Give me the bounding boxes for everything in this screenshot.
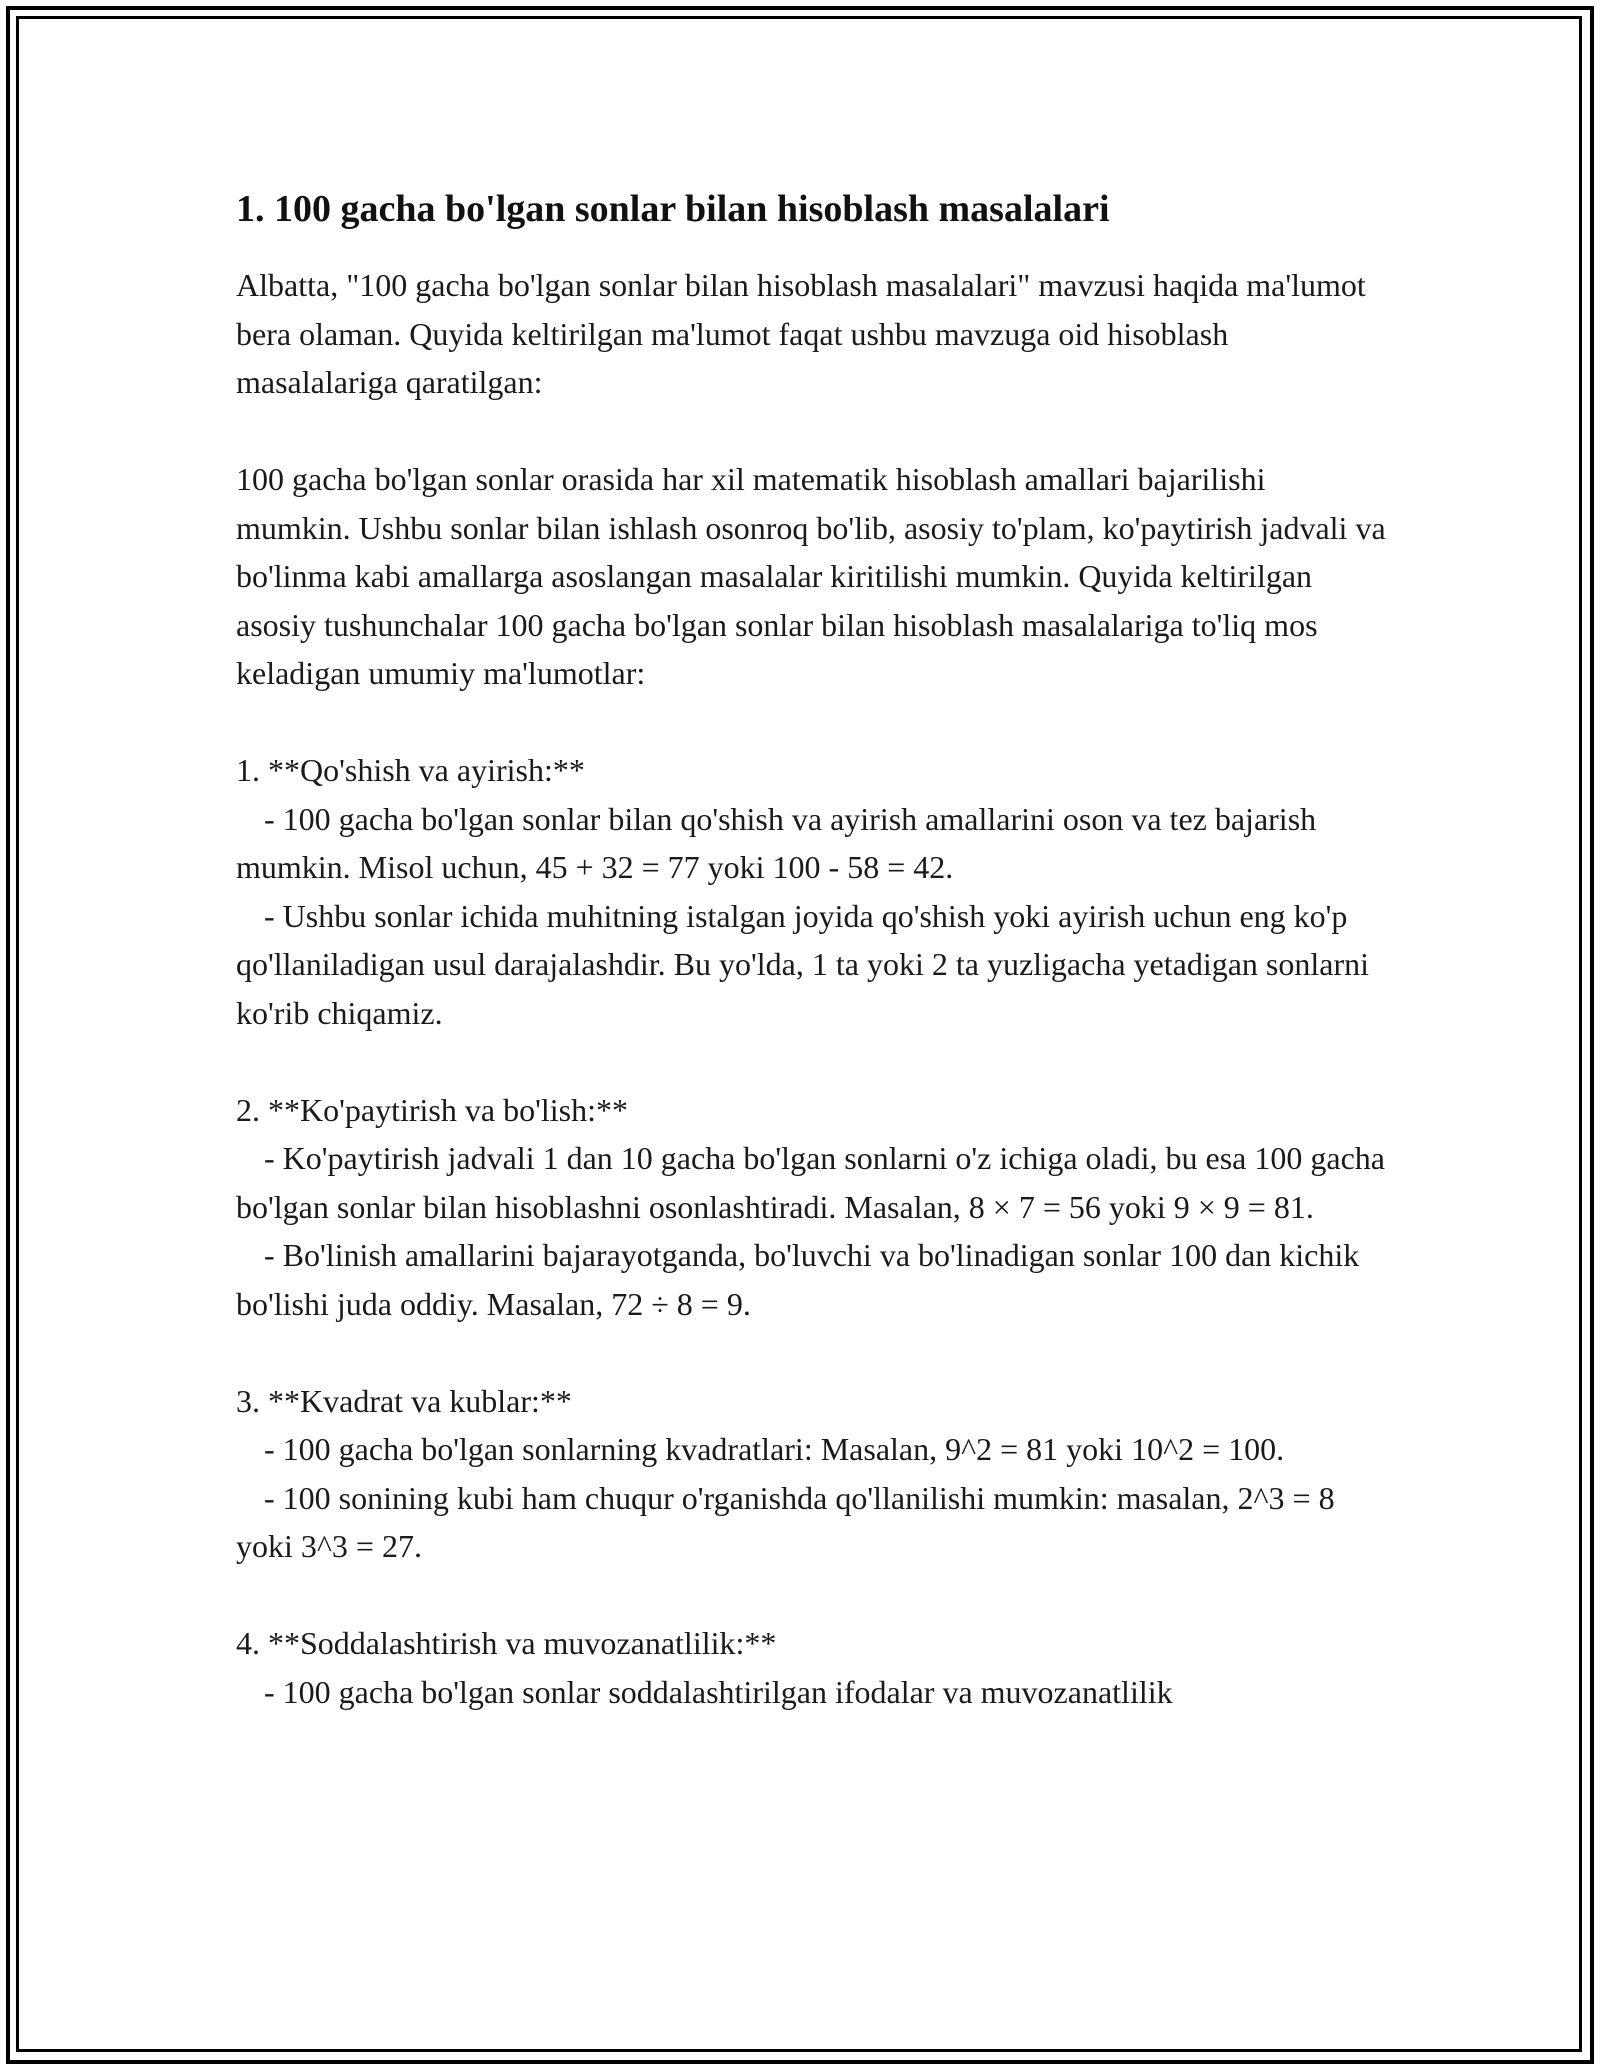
section-item: - Ushbu sonlar ichida muhitning istalgan joyida qo'shish yoki ayirish uchun eng ko'p qo'llaniladigan usul darajalashdir. Bu yo'lda, 1 ta yoki 2 ta yuzligacha yetadigan sonlarni ko'rib chiqamiz. [236, 897, 1370, 1031]
section-multiplication-division [236, 1086, 1386, 1329]
overview-paragraph: 100 gacha bo'lgan sonlar orasida har xil matematik hisoblash amallari bajarilishi mumkin. Ushbu sonlar bilan ishlash osonroq bo'lib, asosiy to'plam, ko'paytirish jadvali va bo'linma kabi amallarga asoslangan masalalar kiritilishi mumkin. Quyida keltirilgan asosiy tushunchalar 100 gacha bo'lgan sonlar bilan hisoblash masalalariga to'liq mos keladigan umumiy ma'lumotlar: [236, 461, 1386, 691]
document-title: 1. 100 gacha bo'lgan sonlar bilan hisoblash masalalari [236, 188, 1110, 230]
section-heading: 4. **Soddalashtirish va muvozanatlilik:** [236, 1625, 777, 1661]
section-simplification-balance [236, 1619, 1386, 1716]
section-item: - 100 gacha bo'lgan sonlarning kvadratlari: Masalan, 9^2 = 81 yoki 10^2 = 100. [264, 1431, 1285, 1467]
section-squares-cubes [236, 1377, 1386, 1571]
section-item: - 100 sonining kubi ham chuqur o'rganishda qo'llanilishi mumkin: masalan, 2^3 = 8 yoki 3^3 = 27. [236, 1479, 1335, 1564]
section-item: - Ko'paytirish jadvali 1 dan 10 gacha bo'lgan sonlarni o'z ichiga oladi, bu esa 100 gacha bo'lgan sonlar bilan hisoblashni osonlashtiradi. Masalan, 8 × 7 = 56 yoki 9 × 9 = 81. [236, 1140, 1385, 1225]
intro-paragraph: Albatta, "100 gacha bo'lgan sonlar bilan hisoblash masalalari" mavzusi haqida ma'lumot bera olaman. Quyida keltirilgan ma'lumot faqat ushbu mavzuga oid hisoblash masalalariga qaratilgan: [236, 267, 1366, 400]
section-heading: 1. **Qo'shish va ayirish:** [236, 752, 585, 788]
section-heading: 3. **Kvadrat va kublar:** [236, 1382, 572, 1419]
document-body [236, 185, 1386, 1765]
section-addition-subtraction [236, 746, 1386, 1037]
section-heading: 2. **Ko'paytirish va bo'lish:** [236, 1091, 628, 1128]
section-item: - Bo'linish amallarini bajarayotganda, bo'luvchi va bo'linadigan sonlar 100 dan kichik bo'lishi juda oddiy. Masalan, 72 ÷ 8 = 9. [236, 1237, 1360, 1322]
section-item: - 100 gacha bo'lgan sonlar bilan qo'shish va ayirish amallarini oson va tez bajarish mumkin. Misol uchun, 45 + 32 = 77 yoki 100 - 58 = 42. [236, 800, 1317, 885]
section-item: - 100 gacha bo'lgan sonlar soddalashtirilgan ifodalar va muvozanatlilik [264, 1673, 1173, 1710]
